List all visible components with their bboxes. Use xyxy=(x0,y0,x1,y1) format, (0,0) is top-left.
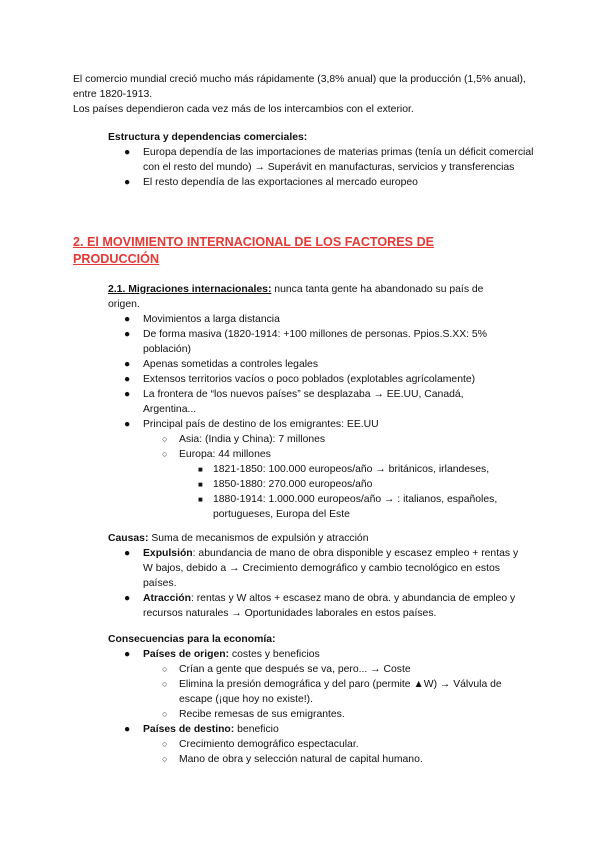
bullet-icon: ● xyxy=(124,649,131,660)
bullet-icon: ● xyxy=(124,359,131,370)
square-bullet-icon: ■ xyxy=(198,495,203,504)
section-2-title: 2. El MOVIMIENTO INTERNACIONAL DE LOS FACTORES DE PRODUCCIÓN xyxy=(73,235,435,266)
bullet-icon: ● xyxy=(124,419,131,430)
consecuencias-heading: Consecuencias para la economía: xyxy=(108,634,276,645)
causas-label: Causas: xyxy=(108,533,149,544)
destino-sublist xyxy=(143,432,518,522)
estructura-section xyxy=(108,130,538,190)
consecuencias-section xyxy=(108,632,528,767)
intro-paragraph-2: Los países dependieron cada vez más de los intercambios con el exterior. xyxy=(73,104,414,115)
migraciones-heading: 2.1. Migraciones internacionales: xyxy=(108,284,272,295)
bullet-icon: ● xyxy=(124,147,131,158)
list-item: ● Atracción: rentas y W altos + escasez mano de obra. y abundancia de empleo y recursos naturales → Oportunidades laborales en estos países. xyxy=(124,593,516,619)
circle-bullet-icon: ○ xyxy=(162,434,168,444)
destino-consecuencias-sublist xyxy=(143,737,528,767)
list-item: ● Expulsión: abundancia de mano de obra disponible y escasez empleo + rentas y W bajos, debido a → Crecimiento demográfico y cambio tecnológico en estos países. xyxy=(124,548,519,589)
list-item: ○ Elimina la presión demográfica y del paro (permite ▲W) → Válvula de escape (¡que hoy no existe!). xyxy=(162,679,502,705)
circle-bullet-icon: ○ xyxy=(162,664,168,674)
circle-bullet-icon: ○ xyxy=(162,739,168,749)
circle-bullet-icon: ○ xyxy=(162,679,168,689)
circle-bullet-icon: ○ xyxy=(162,709,168,719)
list-item: ● Europa dependía de las importaciones de materias primas (tenía un déficit comercial con el resto del mundo) → Superávit en manufacturas, servicios y transferencias xyxy=(124,147,534,173)
list-item: ○ Mano de obra y selección natural de capital humano. xyxy=(162,754,423,765)
list-item: ● La frontera de “los nuevos países” se desplazaba → EE.UU, Canadá, Argentina... xyxy=(124,389,464,415)
migraciones-section xyxy=(108,282,518,522)
migraciones-list xyxy=(108,312,518,522)
causas-intro: Causas: Suma de mecanismos de expulsión y atracción xyxy=(108,533,369,544)
square-bullet-icon: ■ xyxy=(198,480,203,489)
list-item: ● De forma masiva (1820-1914: +100 millones de personas. Ppios.S.XX: 5% población) xyxy=(124,329,487,355)
bullet-icon: ● xyxy=(124,177,131,188)
list-item: ■ 1850-1880: 270.000 europeos/año xyxy=(198,479,373,490)
consecuencias-list xyxy=(108,647,528,767)
causas-section xyxy=(108,531,528,621)
circle-bullet-icon: ○ xyxy=(162,449,168,459)
bullet-icon: ● xyxy=(124,314,131,325)
list-item: ○ Recibe remesas de sus emigrantes. xyxy=(162,709,345,720)
bullet-icon: ● xyxy=(124,374,131,385)
bullet-icon: ● xyxy=(124,329,131,340)
list-item: ○ Crecimiento demográfico espectacular. xyxy=(162,739,359,750)
origen-sublist xyxy=(143,662,528,722)
europa-sublist xyxy=(179,462,518,522)
list-item: ● Principal país de destino de los emigrantes: EE.UU ○ Asia: (India y China): 7 millones ○ Europa: 44 millones ■ 1821-1850: 100.000 europeos/año → británicos, irlandeses, ■ 1850-1880: 270.000 europeos/año ■ 1880-1914: 1.000.000 europeos/año → : italianos, españoles, portugueses, Europa del Este xyxy=(108,417,518,522)
list-item: ● Países de origen: costes y beneficios ○ Crían a gente que después se va, pero... → Coste ○ Elimina la presión demográfica y del paro (permite ▲W) → Válvula de escape (¡que hoy no existe!). ○ Recibe remesas de sus emigrantes. xyxy=(108,647,528,722)
causas-list xyxy=(108,546,528,621)
intro-paragraph-1: El comercio mundial creció mucho más rápidamente (3,8% anual) que la producción (1,5% anual), entre 1820-1913. xyxy=(73,74,526,100)
list-item: ■ 1821-1850: 100.000 europeos/año → británicos, irlandeses, xyxy=(198,464,490,475)
bullet-icon: ● xyxy=(124,724,131,735)
list-item: ● El resto dependía de las exportaciones al mercado europeo xyxy=(124,177,418,188)
circle-bullet-icon: ○ xyxy=(162,754,168,764)
list-item: ● Apenas sometidas a controles legales xyxy=(124,359,319,370)
list-item: ● Movimientos a larga distancia xyxy=(124,314,280,325)
list-item: ● Extensos territorios vacíos o poco poblados (explotables agrícolamente) xyxy=(124,374,476,385)
estructura-heading: Estructura y dependencias comerciales: xyxy=(108,132,308,143)
list-item: ○ Europa: 44 millones ■ 1821-1850: 100.000 europeos/año → británicos, irlandeses, ■ 1850-1880: 270.000 europeos/año ■ 1880-1914: 1.000.000 europeos/año → : italianos, españoles, portugueses, Europa del Este xyxy=(143,447,518,522)
list-item: ■ 1880-1914: 1.000.000 europeos/año → : italianos, españoles, portugueses, Europa del Este xyxy=(198,494,498,520)
square-bullet-icon: ■ xyxy=(198,465,203,474)
bullet-icon: ● xyxy=(124,548,131,559)
bullet-icon: ● xyxy=(124,593,131,604)
estructura-list xyxy=(108,145,538,190)
migraciones-intro: 2.1. Migraciones internacionales: nunca tanta gente ha abandonado su país de origen. xyxy=(108,284,484,310)
list-item: ○ Crían a gente que después se va, pero... → Coste xyxy=(162,664,411,675)
list-item: ○ Asia: (India y China): 7 millones xyxy=(162,434,326,445)
list-item: ● Países de destino: beneficio ○ Crecimiento demográfico espectacular. ○ Mano de obra y selección natural de capital humano. xyxy=(108,722,528,767)
intro-section xyxy=(73,72,543,117)
bullet-icon: ● xyxy=(124,389,131,400)
